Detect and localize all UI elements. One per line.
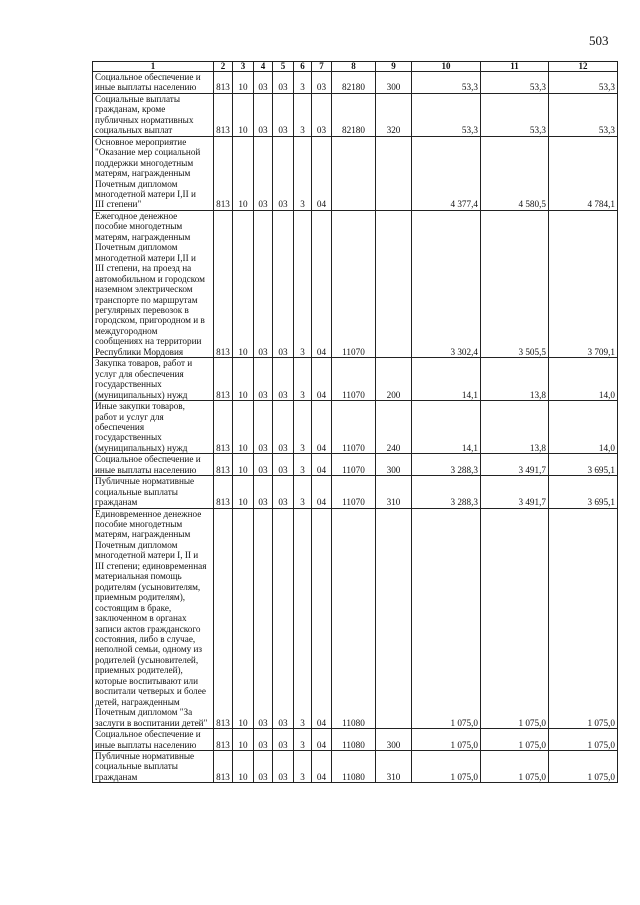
cell-col-10: 3 302,4 xyxy=(412,210,481,357)
cell-col-4: 03 xyxy=(254,210,273,357)
cell-col-11: 3 491,7 xyxy=(481,476,549,508)
cell-col-4: 03 xyxy=(254,508,273,729)
cell-col-2: 813 xyxy=(214,358,233,401)
cell-col-5: 03 xyxy=(273,476,294,508)
table-row xyxy=(93,476,618,508)
cell-col-9: 300 xyxy=(376,454,412,476)
cell-col-9: 240 xyxy=(376,401,412,454)
cell-col-8: 11080 xyxy=(332,729,376,751)
table-row xyxy=(93,72,618,94)
table-row xyxy=(93,751,618,783)
cell-col-3: 10 xyxy=(233,93,254,136)
cell-col-7: 04 xyxy=(312,751,332,783)
cell-col-8: 11080 xyxy=(332,751,376,783)
cell-col-3: 10 xyxy=(233,751,254,783)
page-number: 503 xyxy=(589,33,609,48)
cell-col-8: 82180 xyxy=(332,93,376,136)
table-row xyxy=(93,729,618,751)
cell-col-4: 03 xyxy=(254,93,273,136)
cell-col-11: 53,3 xyxy=(481,93,549,136)
row-name: Социальное обеспечение и иные выплаты населению xyxy=(93,729,214,751)
cell-col-6: 3 xyxy=(294,210,312,357)
cell-col-6: 3 xyxy=(294,476,312,508)
cell-col-12: 1 075,0 xyxy=(549,751,618,783)
cell-col-10: 53,3 xyxy=(412,93,481,136)
cell-col-12: 14,0 xyxy=(549,358,618,401)
cell-col-6: 3 xyxy=(294,93,312,136)
row-name: Социальные выплаты гражданам, кроме публичных нормативных социальных выплат xyxy=(93,93,214,136)
cell-col-5: 03 xyxy=(273,210,294,357)
cell-col-12: 53,3 xyxy=(549,93,618,136)
cell-col-6: 3 xyxy=(294,72,312,94)
cell-col-12: 3 695,1 xyxy=(549,454,618,476)
cell-col-9: 310 xyxy=(376,476,412,508)
column-header-11: 11 xyxy=(481,62,549,72)
cell-col-3: 10 xyxy=(233,136,254,210)
cell-col-10: 4 377,4 xyxy=(412,136,481,210)
cell-col-6: 3 xyxy=(294,401,312,454)
cell-col-11: 3 505,5 xyxy=(481,210,549,357)
cell-col-10: 3 288,3 xyxy=(412,476,481,508)
column-header-7: 7 xyxy=(312,62,332,72)
row-name: Социальное обеспечение и иные выплаты населению xyxy=(93,454,214,476)
column-header-2: 2 xyxy=(214,62,233,72)
cell-col-3: 10 xyxy=(233,729,254,751)
cell-col-9 xyxy=(376,136,412,210)
column-header-1: 1 xyxy=(93,62,214,72)
cell-col-10: 3 288,3 xyxy=(412,454,481,476)
cell-col-9 xyxy=(376,210,412,357)
cell-col-3: 10 xyxy=(233,72,254,94)
table-body xyxy=(93,72,618,783)
cell-col-9: 310 xyxy=(376,751,412,783)
cell-col-6: 3 xyxy=(294,136,312,210)
column-header-10: 10 xyxy=(412,62,481,72)
cell-col-12: 1 075,0 xyxy=(549,508,618,729)
cell-col-3: 10 xyxy=(233,476,254,508)
cell-col-2: 813 xyxy=(214,401,233,454)
cell-col-6: 3 xyxy=(294,729,312,751)
cell-col-12: 1 075,0 xyxy=(549,729,618,751)
cell-col-3: 10 xyxy=(233,401,254,454)
cell-col-6: 3 xyxy=(294,751,312,783)
table-row xyxy=(93,454,618,476)
column-header-6: 6 xyxy=(294,62,312,72)
cell-col-9: 200 xyxy=(376,358,412,401)
row-name: Социальное обеспечение и иные выплаты населению xyxy=(93,72,214,94)
row-name: Закупка товаров, работ и услуг для обеспечения государственных (муниципальных) нужд xyxy=(93,358,214,401)
cell-col-2: 813 xyxy=(214,454,233,476)
cell-col-8: 11070 xyxy=(332,476,376,508)
cell-col-9: 300 xyxy=(376,72,412,94)
table-row xyxy=(93,93,618,136)
cell-col-10: 14,1 xyxy=(412,358,481,401)
cell-col-7: 04 xyxy=(312,454,332,476)
cell-col-3: 10 xyxy=(233,210,254,357)
cell-col-2: 813 xyxy=(214,508,233,729)
cell-col-4: 03 xyxy=(254,476,273,508)
cell-col-4: 03 xyxy=(254,358,273,401)
cell-col-10: 1 075,0 xyxy=(412,508,481,729)
cell-col-7: 03 xyxy=(312,72,332,94)
cell-col-4: 03 xyxy=(254,729,273,751)
cell-col-3: 10 xyxy=(233,454,254,476)
cell-col-10: 1 075,0 xyxy=(412,751,481,783)
row-name: Основное мероприятие "Оказание мер социальной поддержки многодетным матерям, награжденным Почетным дипломом многодетной матери I,II и III степени" xyxy=(93,136,214,210)
cell-col-11: 1 075,0 xyxy=(481,508,549,729)
cell-col-5: 03 xyxy=(273,358,294,401)
cell-col-6: 3 xyxy=(294,358,312,401)
column-header-9: 9 xyxy=(376,62,412,72)
cell-col-8: 82180 xyxy=(332,72,376,94)
cell-col-11: 4 580,5 xyxy=(481,136,549,210)
cell-col-9 xyxy=(376,508,412,729)
cell-col-5: 03 xyxy=(273,136,294,210)
cell-col-5: 03 xyxy=(273,401,294,454)
column-header-3: 3 xyxy=(233,62,254,72)
cell-col-4: 03 xyxy=(254,751,273,783)
cell-col-5: 03 xyxy=(273,72,294,94)
cell-col-2: 813 xyxy=(214,476,233,508)
cell-col-8 xyxy=(332,136,376,210)
budget-table xyxy=(92,61,618,783)
cell-col-6: 3 xyxy=(294,454,312,476)
cell-col-4: 03 xyxy=(254,401,273,454)
cell-col-10: 53,3 xyxy=(412,72,481,94)
cell-col-3: 10 xyxy=(233,358,254,401)
cell-col-7: 04 xyxy=(312,401,332,454)
cell-col-11: 13,8 xyxy=(481,401,549,454)
cell-col-4: 03 xyxy=(254,136,273,210)
cell-col-7: 04 xyxy=(312,476,332,508)
cell-col-8: 11070 xyxy=(332,454,376,476)
cell-col-11: 53,3 xyxy=(481,72,549,94)
column-header-4: 4 xyxy=(254,62,273,72)
cell-col-12: 14,0 xyxy=(549,401,618,454)
cell-col-2: 813 xyxy=(214,93,233,136)
column-header-5: 5 xyxy=(273,62,294,72)
cell-col-8: 11070 xyxy=(332,401,376,454)
cell-col-7: 04 xyxy=(312,136,332,210)
cell-col-7: 04 xyxy=(312,508,332,729)
cell-col-4: 03 xyxy=(254,72,273,94)
cell-col-5: 03 xyxy=(273,93,294,136)
table-row xyxy=(93,508,618,729)
column-header-8: 8 xyxy=(332,62,376,72)
cell-col-2: 813 xyxy=(214,729,233,751)
table-row xyxy=(93,401,618,454)
cell-col-7: 04 xyxy=(312,210,332,357)
cell-col-11: 1 075,0 xyxy=(481,751,549,783)
row-name: Публичные нормативные социальные выплаты гражданам xyxy=(93,751,214,783)
cell-col-7: 04 xyxy=(312,729,332,751)
cell-col-5: 03 xyxy=(273,508,294,729)
cell-col-2: 813 xyxy=(214,751,233,783)
cell-col-10: 14,1 xyxy=(412,401,481,454)
table-header xyxy=(93,62,618,72)
cell-col-12: 3 709,1 xyxy=(549,210,618,357)
cell-col-3: 10 xyxy=(233,508,254,729)
cell-col-11: 13,8 xyxy=(481,358,549,401)
table-row xyxy=(93,210,618,357)
table-row xyxy=(93,358,618,401)
row-name: Ежегодное денежное пособие многодетным матерям, награжденным Почетным дипломом многодетной матери I,II и III степени, на проезд на автомобильном и городском наземном электрическом транспорте по маршрутам регулярных перевозок в городском, пригородном и в междугородном сообщениях на территории Республики Мордовия xyxy=(93,210,214,357)
cell-col-2: 813 xyxy=(214,210,233,357)
cell-col-8: 11080 xyxy=(332,508,376,729)
table-row xyxy=(93,136,618,210)
cell-col-2: 813 xyxy=(214,72,233,94)
column-header-12: 12 xyxy=(549,62,618,72)
cell-col-10: 1 075,0 xyxy=(412,729,481,751)
cell-col-7: 03 xyxy=(312,93,332,136)
cell-col-2: 813 xyxy=(214,136,233,210)
cell-col-9: 300 xyxy=(376,729,412,751)
cell-col-11: 3 491,7 xyxy=(481,454,549,476)
cell-col-6: 3 xyxy=(294,508,312,729)
row-name: Единовременное денежное пособие многодетным матерям, награжденным Почетным дипломом многодетной матери I, II и III степени; единовременная материальная помощь родителям (усыновителям, приемным родителям), состоящим в браке, заключенном в органах записи актов гражданского состояния, либо в случае, неполной семьи, одному из родителей (усыновителей, приемных родителей), которые воспитывают или воспитали четверых и более детей, награжденным Почетным дипломом "За заслуги в воспитании детей" xyxy=(93,508,214,729)
cell-col-5: 03 xyxy=(273,454,294,476)
cell-col-12: 53,3 xyxy=(549,72,618,94)
row-name: Публичные нормативные социальные выплаты гражданам xyxy=(93,476,214,508)
cell-col-12: 4 784,1 xyxy=(549,136,618,210)
cell-col-8: 11070 xyxy=(332,210,376,357)
row-name: Иные закупки товаров, работ и услуг для обеспечения государственных (муниципальных) нужд xyxy=(93,401,214,454)
cell-col-4: 03 xyxy=(254,454,273,476)
cell-col-9: 320 xyxy=(376,93,412,136)
cell-col-11: 1 075,0 xyxy=(481,729,549,751)
header-row xyxy=(93,62,618,72)
cell-col-7: 04 xyxy=(312,358,332,401)
cell-col-12: 3 695,1 xyxy=(549,476,618,508)
cell-col-5: 03 xyxy=(273,751,294,783)
cell-col-5: 03 xyxy=(273,729,294,751)
cell-col-8: 11070 xyxy=(332,358,376,401)
